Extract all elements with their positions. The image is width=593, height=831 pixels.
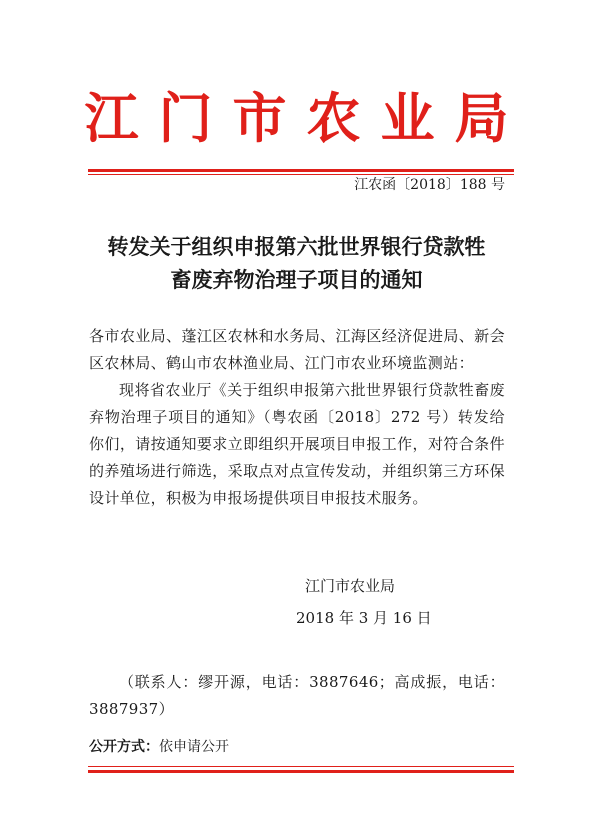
document-title-line-2: 畜废弃物治理子项目的通知 [170,267,423,292]
contact-info: （联系人：缪开源，电话：3887646；高成振，电话：3887937） [89,673,505,718]
red-rule-bottom-thin [88,766,514,767]
body-paragraph: 现将省农业厅《关于组织申报第六批世界银行贷款牲畜废弃物治理子项目的通知》（粤农函〔2018〕272 号）转发给你们，请按通知要求立即组织开展项目申报工作，对符合条件的养殖场进行筛选，采取点对点宣传发动，并组织第三方环保设计单位，积极为申报场提供项目申报技术服务。 [89,381,505,507]
red-rule-top-thin [88,174,514,175]
letterhead-title: 江门市农业局 [84,86,529,150]
document-title [80,230,513,296]
signature-issuer: 江门市农业局 [305,577,396,595]
disclosure-label: 公开方式： [89,739,159,755]
recipients: 各市农业局、蓬江区农林和水务局、江海区经济促进局、新会区农林局、鹤山市农林渔业局、江门市农业环境监测站： [89,327,505,372]
disclosure [89,738,229,756]
document-title-line-1: 转发关于组织申报第六批世界银行贷款牲 [107,234,486,259]
signature-date: 2018 年 3 月 16 日 [296,609,432,627]
disclosure-value: 依申请公开 [159,739,229,755]
red-rule-bottom-thick [88,770,514,773]
red-rule-top-thick [88,169,514,172]
document-number: 江农函〔2018〕188 号 [354,177,505,193]
